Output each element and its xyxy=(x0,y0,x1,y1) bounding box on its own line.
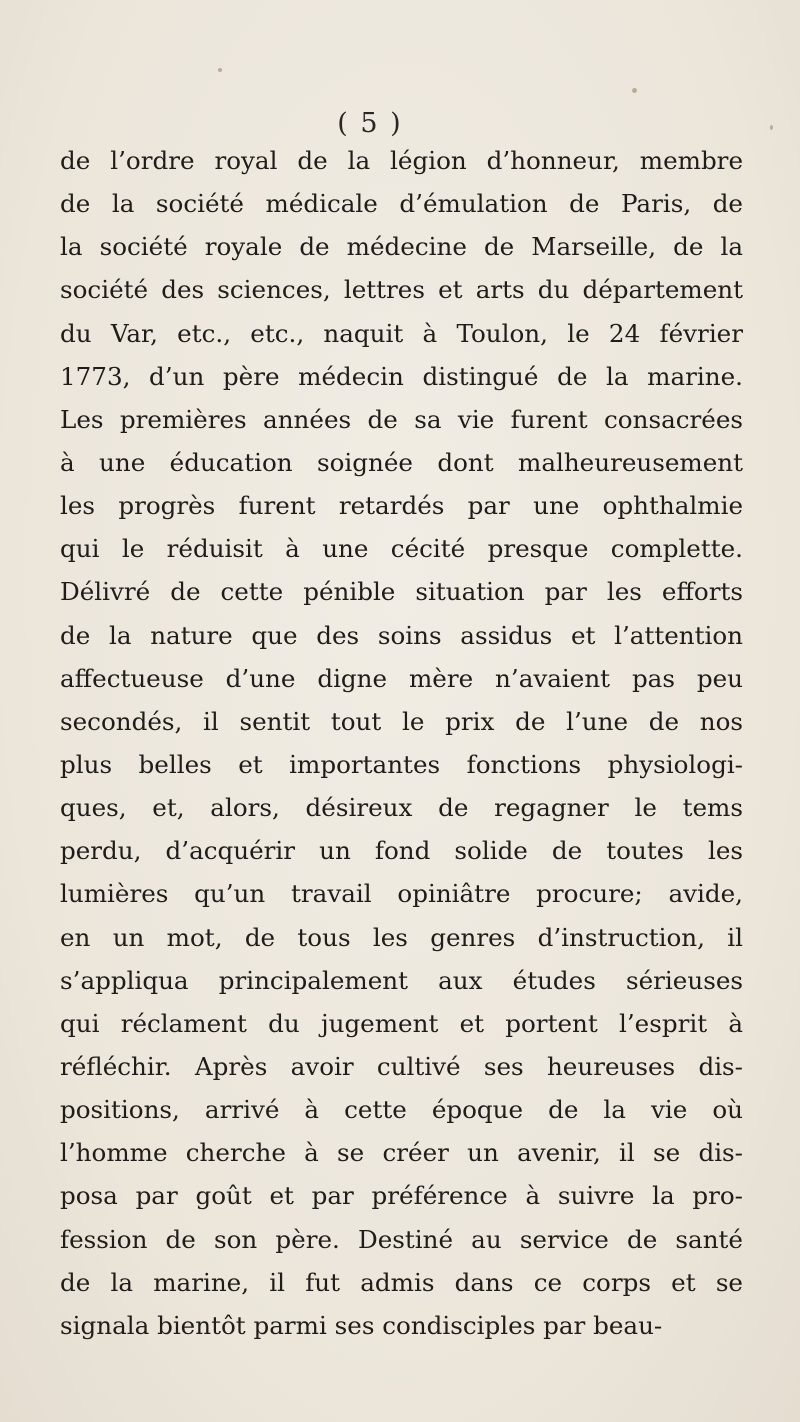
body-text xyxy=(60,139,743,1347)
paper-speck xyxy=(632,88,637,93)
paper-speck xyxy=(218,68,222,72)
text-line: qui le réduisit à une cécité presque complette. xyxy=(60,534,743,564)
text-line: l’homme cherche à se créer un avenir, il se dis- xyxy=(60,1138,743,1168)
text-line: en un mot, de tous les genres d’instruction, il xyxy=(60,922,743,952)
text-line: posa par goût et par préférence à suivre la pro- xyxy=(60,1181,743,1211)
text-line: ques, et, alors, désireux de regagner le tems xyxy=(60,793,743,823)
text-line: Délivré de cette pénible situation par les efforts xyxy=(60,577,743,607)
text-line: à une éducation soignée dont malheureusement xyxy=(60,447,743,477)
text-line: s’appliqua principalement aux études sérieuses xyxy=(60,965,743,995)
text-line: de la nature que des soins assidus et l’attention xyxy=(60,620,743,650)
text-line: Les premières années de sa vie furent consacrées xyxy=(60,404,743,434)
page-number: ( 5 ) xyxy=(337,108,403,139)
paper-speck xyxy=(770,125,773,130)
text-line: du Var, etc., etc., naquit à Toulon, le 24 février xyxy=(60,318,743,348)
text-line: société des sciences, lettres et arts du département xyxy=(60,275,743,305)
text-line: fession de son père. Destiné au service de santé xyxy=(60,1224,743,1254)
text-line: lumières qu’un travail opiniâtre procure; avide, xyxy=(60,879,743,909)
text-line: signala bientôt parmi ses condisciples par beau- xyxy=(60,1310,663,1340)
text-line: secondés, il sentit tout le prix de l’une de nos xyxy=(60,706,743,736)
text-line: réfléchir. Après avoir cultivé ses heureuses dis- xyxy=(60,1051,743,1081)
text-line: les progrès furent retardés par une ophthalmie xyxy=(60,491,743,521)
text-line: plus belles et importantes fonctions physiologi- xyxy=(60,749,743,779)
text-line: affectueuse d’une digne mère n’avaient pas peu xyxy=(60,663,743,693)
text-line: positions, arrivé à cette époque de la vie où xyxy=(60,1095,743,1125)
text-line: 1773, d’un père médecin distingué de la marine. xyxy=(60,361,743,391)
text-line: de la marine, il fut admis dans ce corps et se xyxy=(60,1267,743,1297)
text-line: perdu, d’acquérir un fond solide de toutes les xyxy=(60,836,743,866)
text-line: de l’ordre royal de la légion d’honneur, membre xyxy=(60,146,743,175)
text-line: de la société médicale d’émulation de Paris, de xyxy=(60,189,743,219)
text-line: la société royale de médecine de Marseille, de la xyxy=(60,232,743,262)
text-line: qui réclament du jugement et portent l’esprit à xyxy=(60,1008,743,1038)
